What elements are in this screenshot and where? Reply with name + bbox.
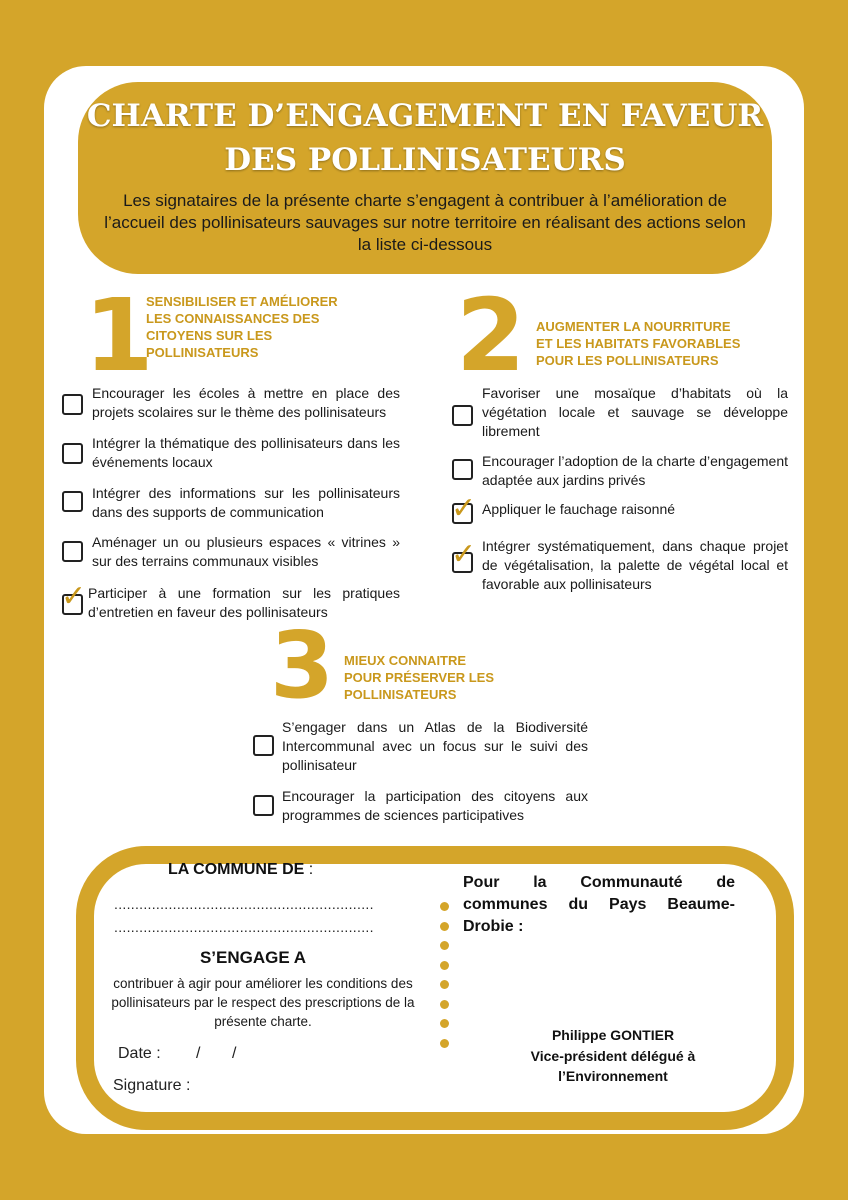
page-title: CHARTE D’ENGAGEMENT EN FAVEUR DES POLLINISATEURS xyxy=(86,98,764,178)
commune-name-field[interactable]: .............................................................. xyxy=(114,896,374,912)
commune-label: LA COMMUNE DE : xyxy=(168,861,314,878)
header-banner xyxy=(78,82,772,274)
section-title-1: SENSIBILISER ET AMÉLIORER LES CONNAISSANCES DES CITOYENS SUR LES POLLINISATEURS xyxy=(146,294,338,360)
section-number-1: 1 xyxy=(84,277,154,394)
community-heading: Pour la Communauté de communes du Pays Beaume-Drobie : xyxy=(463,874,735,935)
checkbox-icon[interactable] xyxy=(62,491,83,512)
section-title-3: MIEUX CONNAITRE POUR PRÉSERVER LES POLLINISATEURS xyxy=(344,653,495,702)
section-number-3: 3 xyxy=(270,612,335,719)
checkbox-icon[interactable] xyxy=(253,735,274,756)
signature-field[interactable]: Signature : xyxy=(113,1077,191,1094)
signer-role: Vice-président délégué à l’Environnement xyxy=(530,1048,696,1084)
date-field[interactable]: Date : / / xyxy=(118,1045,237,1062)
section-number-2: 2 xyxy=(456,277,526,394)
engage-text: contribuer à agir pour améliorer les conditions des pollinisateurs par le respect des prescriptions de la présente charte. xyxy=(111,976,415,1029)
checkbox-icon[interactable] xyxy=(452,459,473,480)
checkbox-icon[interactable] xyxy=(62,541,83,562)
header-subtitle: Les signataires de la présente charte s’engagent à contribuer à l’amélioration de l’accueil des pollinisateurs sauvages sur notre territoire en réalisant des actions selon la liste ci-dessous xyxy=(104,191,746,254)
checkmark-icon: ✓ xyxy=(451,537,477,572)
section-title-2: AUGMENTER LA NOURRITURE ET LES HABITATS FAVORABLES POUR LES POLLINISATEURS xyxy=(536,319,741,368)
divider-dots xyxy=(440,902,452,1058)
checkbox-icon[interactable] xyxy=(253,795,274,816)
checkbox-icon[interactable] xyxy=(62,394,83,415)
checkmark-icon: ✓ xyxy=(61,579,87,614)
checkbox-icon[interactable] xyxy=(452,405,473,426)
checkbox-icon[interactable] xyxy=(62,443,83,464)
checkmark-icon: ✓ xyxy=(451,491,477,526)
signer-name: Philippe GONTIER xyxy=(551,1027,675,1043)
engage-title: S’ENGAGE A xyxy=(199,948,307,967)
commune-name-field-2[interactable]: .............................................................. xyxy=(114,919,374,935)
